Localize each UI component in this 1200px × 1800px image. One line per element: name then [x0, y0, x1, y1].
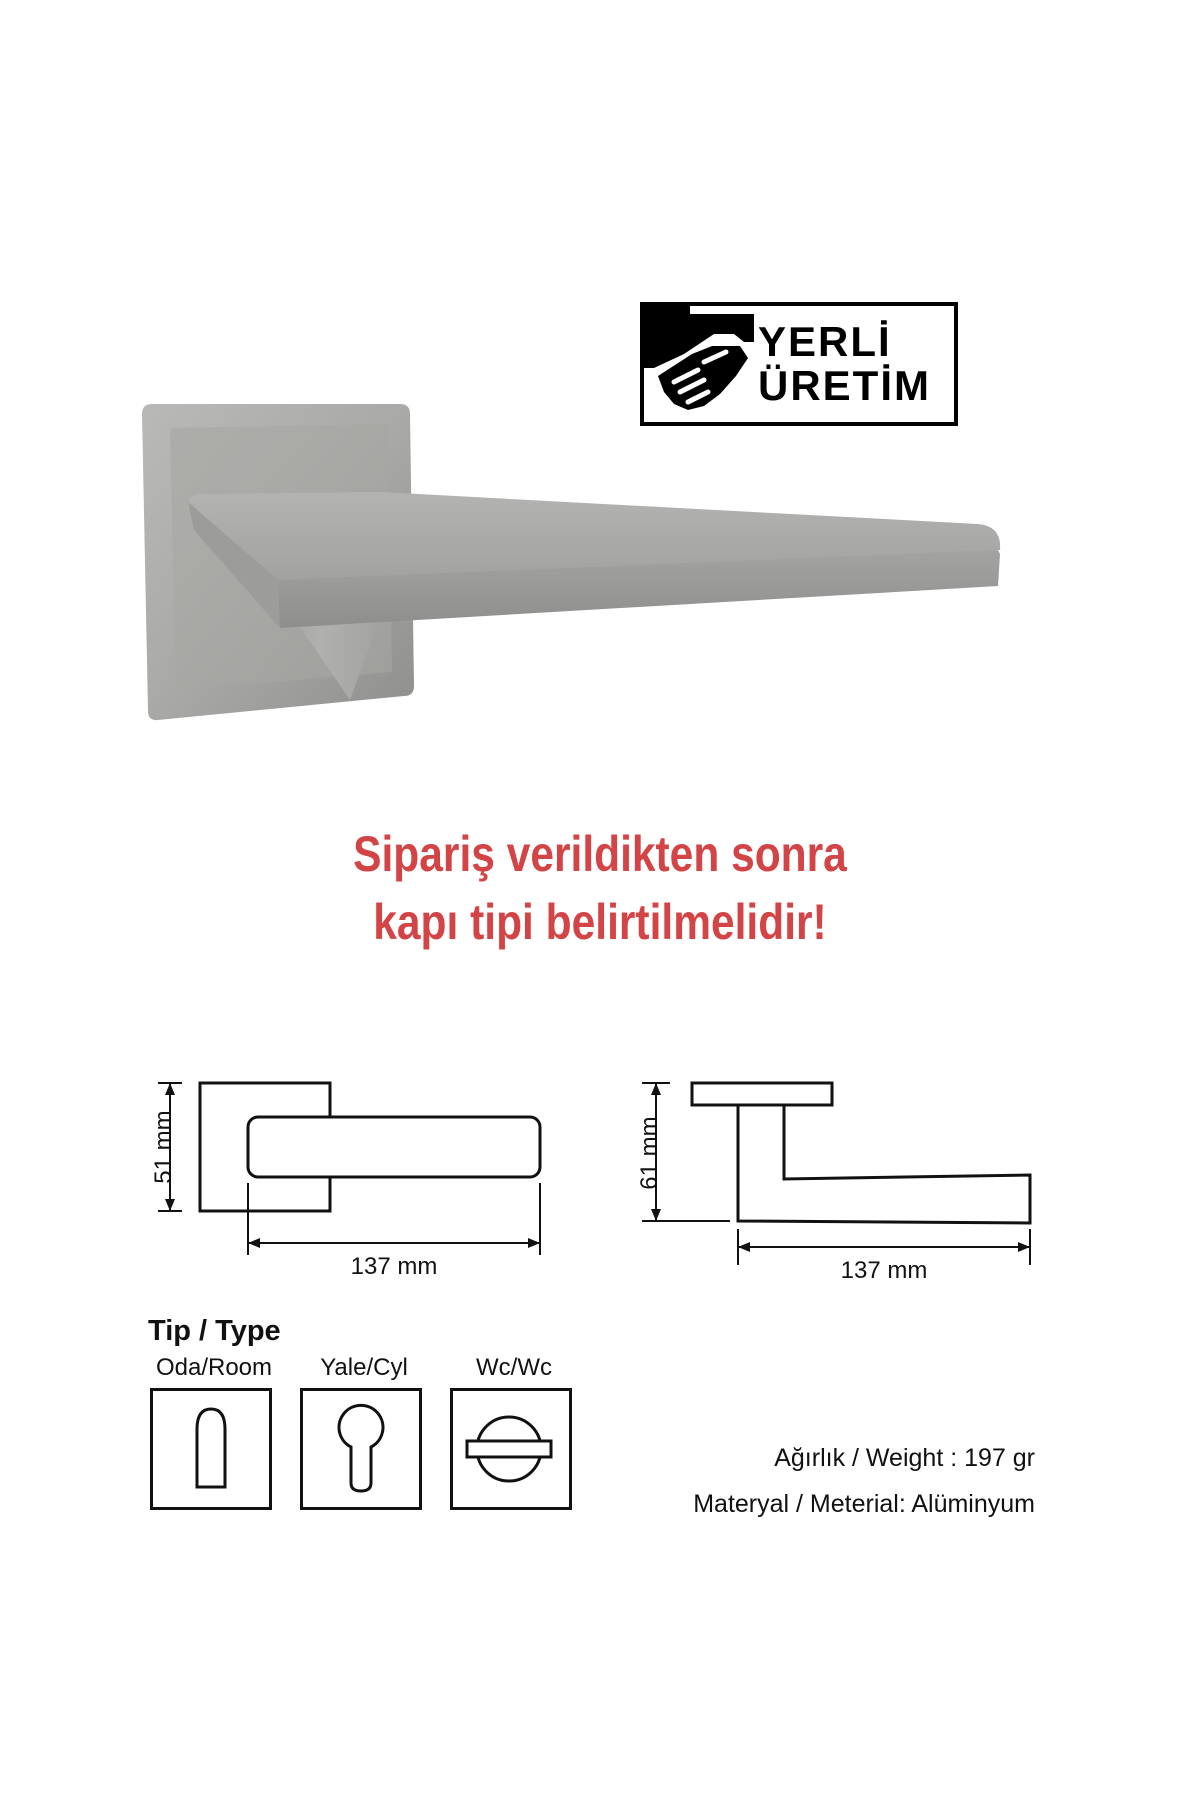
- order-notice: [260, 820, 940, 956]
- room-type-box: [150, 1388, 272, 1510]
- room-key-slot-icon: [153, 1391, 269, 1507]
- type-label-room: Oda/Room: [155, 1354, 273, 1381]
- wc-type-box: [450, 1388, 572, 1510]
- front-height-label: 51 mm: [150, 1110, 177, 1184]
- type-label-cylinder: Yale/Cyl: [320, 1354, 408, 1381]
- type-option-room: [150, 1354, 278, 1510]
- type-section-title: Tip / Type: [148, 1315, 281, 1347]
- door-handle-image: [130, 390, 1050, 810]
- product-specs: [640, 1435, 1035, 1527]
- wc-lock-icon: [453, 1391, 569, 1507]
- type-option-wc: [450, 1354, 578, 1510]
- cylinder-keyhole-icon: [303, 1391, 419, 1507]
- side-length-label: 137 mm: [840, 1257, 928, 1284]
- weight-spec: Ağırlık / Weight : 197 gr: [774, 1444, 1035, 1472]
- notice-line-2: kapı tipi belirtilmelidir!: [373, 894, 827, 950]
- side-height-label: 61 mm: [636, 1116, 663, 1190]
- side-dimension-diagram: [630, 1075, 1060, 1295]
- front-dimension-diagram: [140, 1075, 560, 1295]
- badge-line-1: YERLİ: [758, 318, 892, 365]
- type-option-cylinder: [300, 1354, 428, 1510]
- material-spec: Materyal / Meterial: Alüminyum: [693, 1490, 1035, 1518]
- cylinder-type-box: [300, 1388, 422, 1510]
- notice-line-1: Sipariş verildikten sonra: [353, 826, 847, 882]
- badge-line-2: ÜRETİM: [758, 362, 931, 409]
- type-label-wc: Wc/Wc: [476, 1354, 552, 1381]
- front-length-label: 137 mm: [350, 1253, 438, 1280]
